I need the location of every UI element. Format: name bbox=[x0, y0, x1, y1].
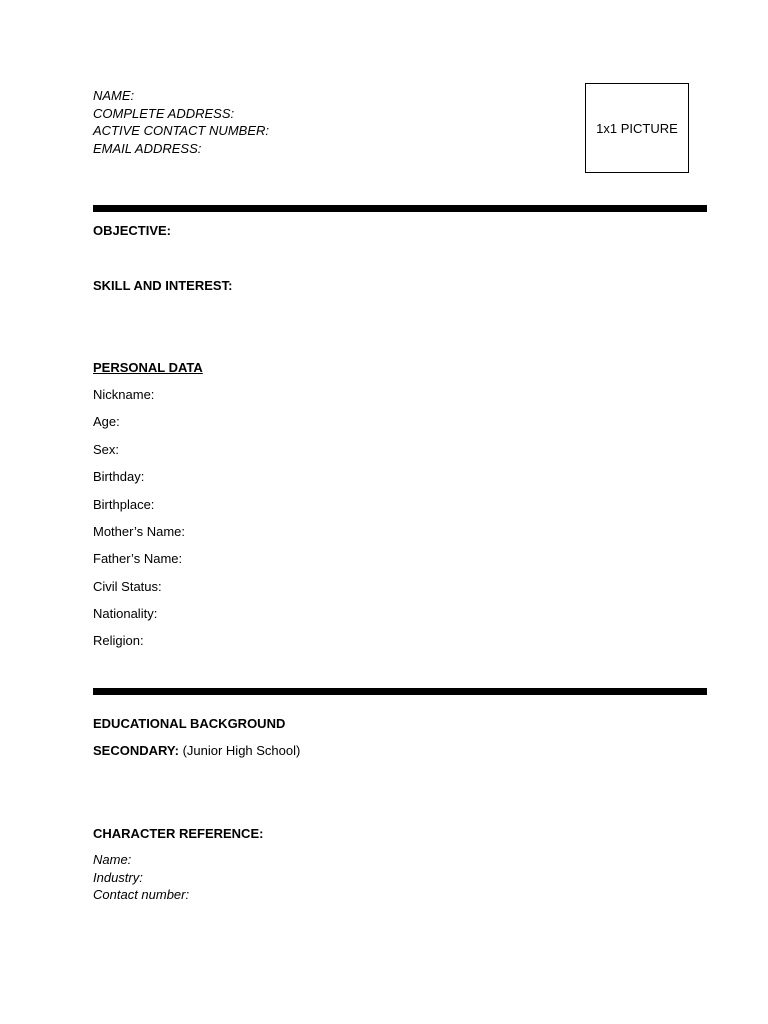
header-name-label: NAME: bbox=[93, 88, 135, 103]
personal-field-religion: Religion: bbox=[93, 633, 144, 648]
personal-field-sex: Sex: bbox=[93, 442, 120, 457]
personal-field-birthday: Birthday: bbox=[93, 469, 145, 484]
personal-field-fathers-name: Father’s Name: bbox=[93, 551, 183, 566]
education-secondary-detail: (Junior High School) bbox=[178, 743, 301, 758]
divider-rule bbox=[93, 205, 707, 212]
education-heading: EDUCATIONAL BACKGROUND bbox=[93, 716, 286, 731]
education-secondary-line bbox=[93, 743, 300, 759]
personal-field-age: Age: bbox=[93, 414, 120, 429]
reference-heading: CHARACTER REFERENCE: bbox=[93, 826, 264, 841]
personal-field-nickname: Nickname: bbox=[93, 387, 155, 402]
reference-field-contact-number: Contact number: bbox=[93, 887, 190, 902]
objective-heading: OBJECTIVE: bbox=[93, 223, 172, 238]
education-secondary-label: SECONDARY: bbox=[93, 743, 179, 758]
personal-field-civil-status: Civil Status: bbox=[93, 579, 162, 594]
picture-placeholder-label: 1x1 PICTURE bbox=[596, 120, 678, 136]
divider-rule bbox=[93, 688, 707, 695]
header-email-label: EMAIL ADDRESS: bbox=[93, 141, 202, 156]
personal-field-nationality: Nationality: bbox=[93, 606, 158, 621]
personal-field-birthplace: Birthplace: bbox=[93, 497, 155, 512]
header-address-label: COMPLETE ADDRESS: bbox=[93, 106, 235, 121]
personal-field-mothers-name: Mother’s Name: bbox=[93, 524, 185, 539]
personal-data-heading: PERSONAL DATA bbox=[93, 360, 203, 375]
skills-heading: SKILL AND INTEREST: bbox=[93, 278, 233, 293]
picture-placeholder bbox=[585, 83, 689, 173]
reference-field-name: Name: bbox=[93, 852, 132, 867]
reference-field-industry: Industry: bbox=[93, 870, 143, 885]
header-contact-number-label: ACTIVE CONTACT NUMBER: bbox=[93, 123, 269, 138]
